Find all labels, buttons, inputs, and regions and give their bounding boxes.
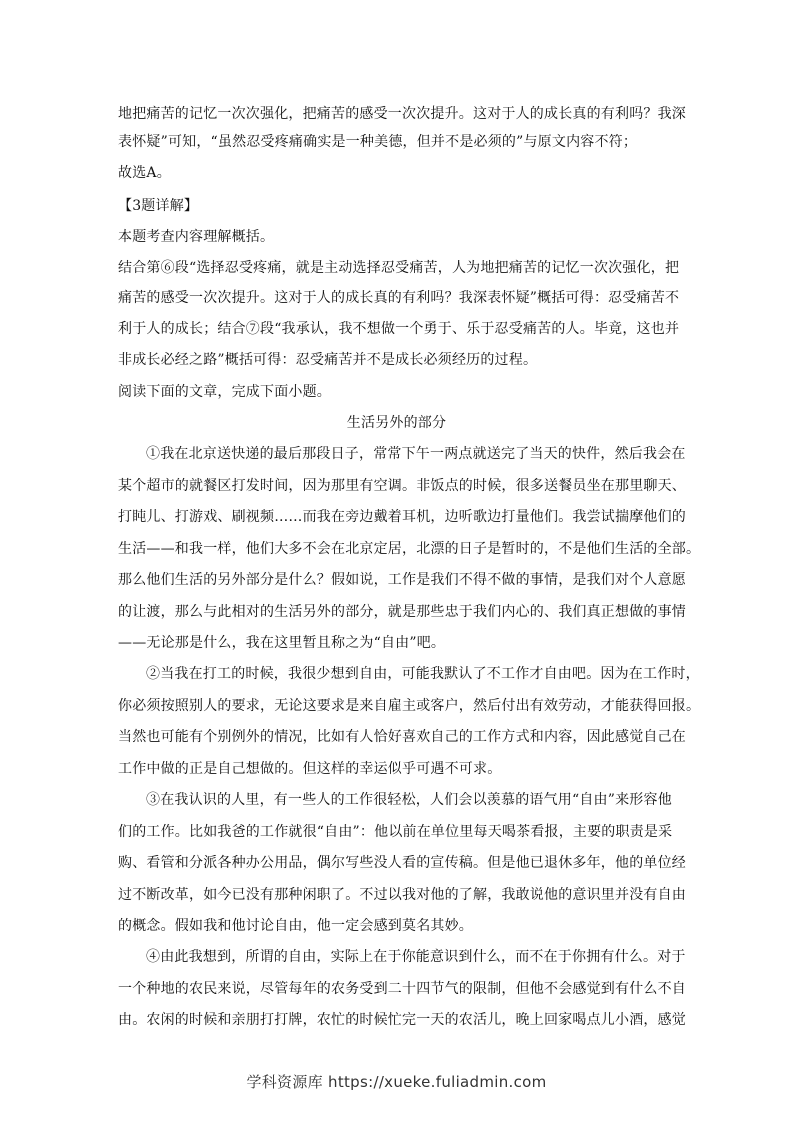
article-line: 的概念。假如我和他讨论自由，他一定会感到莫名其妙。 (118, 918, 473, 934)
article-line: 由。农闲的时候和亲朋打打牌，农忙的时候忙完一天的农活儿，晚上回家喝点儿小酒，感觉 (118, 1012, 686, 1028)
text-line: 阅读下面的文章，完成下面小题。 (118, 384, 331, 400)
text-line: 结合第⑥段“选择忍受疼痛，就是主动选择忍受痛苦，人为地把痛苦的记忆一次次强化，把 (118, 260, 680, 276)
text-line: 痛苦的感受一次次提升。这对于人的成长真的有利吗？我深表怀疑”概括可得：忍受痛苦不 (118, 290, 680, 306)
article-line: 的让渡，那么与此相对的生活另外的部分，就是那些忠于我们内心的、我们真正想做的事情 (118, 604, 686, 620)
article-title: 生活另外的部分 (346, 415, 447, 431)
article-line: 打盹儿、打游戏、刷视频……而我在旁边戴着耳机，边听歌边打量他们。我尝试揣摩他们的 (118, 509, 686, 525)
footer-watermark: 学科资源库 https://xueke.fuliadmin.com (246, 1073, 547, 1091)
text-line: 本题考查内容理解概括。 (118, 229, 275, 245)
article-line: 某个超市的就餐区打发时间，因为那里有空调。非饭点的时候，很多送餐员坐在那里聊天、 (118, 478, 686, 494)
article-line: 生活——和我一样，他们大多不会在北京定居，北漂的日子是暂时的，不是他们生活的全部。 (118, 541, 701, 557)
article-line: 你必须按照别人的要求，无论这要求是来自雇主或客户，然后付出有效劳动，才能获得回报。 (118, 698, 701, 714)
text-line: 非成长必经之路”概括可得：忍受痛苦并不是成长必须经历的过程。 (118, 352, 538, 368)
article-line: ②当我在打工的时候，我很少想到自由，可能我默认了不工作才自由吧。因为在工作时， (146, 666, 700, 682)
article-line: ③在我认识的人里，有一些人的工作很轻松，人们会以羡慕的语气用“自由”来形容他 (146, 792, 672, 808)
article-line: 工作中做的正是自己想做的。但这样的幸运似乎可遇不可求。 (118, 761, 502, 777)
article-line: 购、看管和分派各种办公用品，偶尔写些没人看的宣传稿。但是他已退休多年，他的单位经 (118, 855, 686, 871)
article-line: ①我在北京送快递的最后那段日子，常常下午一两点就送完了当天的快件，然后我会在 (146, 446, 686, 462)
text-line: 利于人的成长；结合⑦段“我承认，我不想做一个勇于、乐于忍受痛苦的人。毕竟，这也并 (118, 321, 680, 337)
article-line: 过不断改革，如今已没有那种闲职了。不过以我对他的了解，我敢说他的意识里并没有自由 (118, 887, 686, 903)
article-line: ④由此我想到，所谓的自由，实际上在于你能意识到什么，而不在于你拥有什么。对于 (146, 949, 686, 965)
text-line: 表怀疑”可知，“虽然忍受疼痛确实是一种美德，但并不是必须的”与原文内容不符； (118, 134, 638, 150)
text-line: 故选A。 (118, 165, 171, 181)
section-heading: 【3题详解】 (118, 198, 199, 214)
article-line: ——无论那是什么，我在这里暂且称之为“自由”吧。 (118, 635, 446, 651)
text-line: 地把痛苦的记忆一次次强化，把痛苦的感受一次次提升。这对于人的成长真的有利吗？我深 (118, 106, 686, 122)
article-line: 那么他们生活的另外部分是什么？假如说，工作是我们不得不做的事情，是我们对个人意愿 (118, 572, 686, 588)
article-line: 们的工作。比如我爸的工作就很“自由”：他以前在单位里每天喝茶看报，主要的职责是采 (118, 824, 673, 840)
article-line: 一个种地的农民来说，尽管每年的农务受到二十四节气的限制，但他不会感觉到有什么不自 (118, 981, 686, 997)
article-line: 当然也可能有个别例外的情况，比如有人恰好喜欢自己的工作方式和内容，因此感觉自己在 (118, 729, 686, 745)
